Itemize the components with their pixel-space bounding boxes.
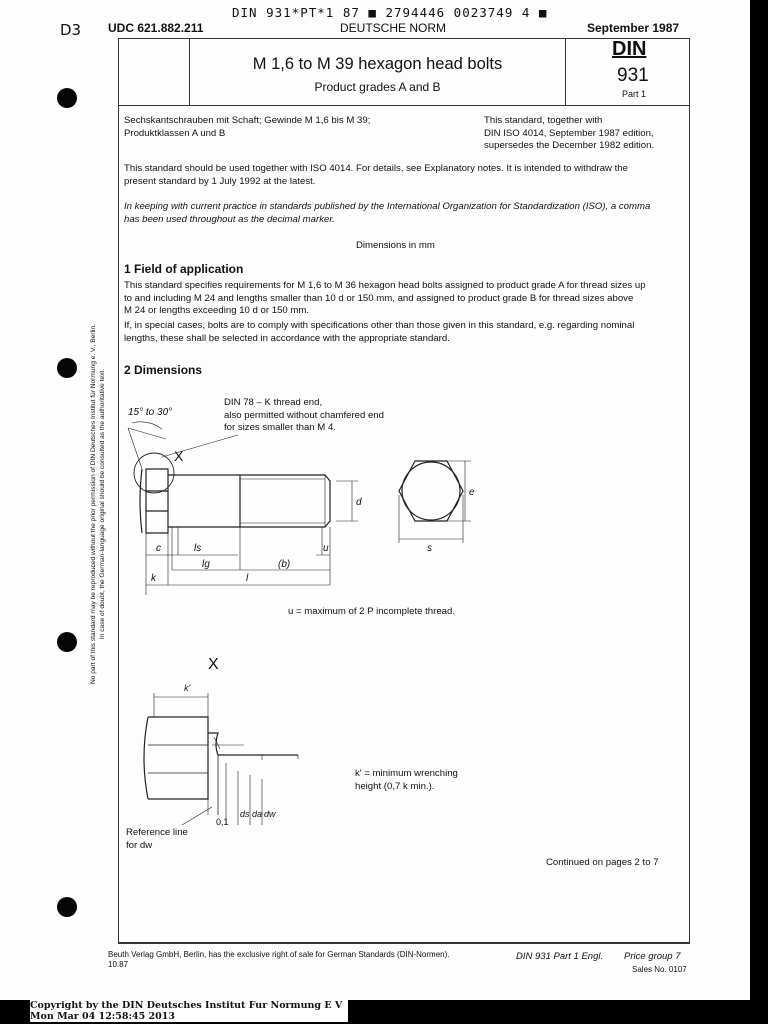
dim-offset-label: 0,1 xyxy=(216,817,229,827)
dim-b-label: (b) xyxy=(278,559,291,570)
detail-x-title: X xyxy=(208,656,219,673)
kprime-note: k' = minimum wrenching height (0,7 k min.). xyxy=(355,768,458,792)
usage-note: This standard should be used together with ISO 4014. For details, see Explanatory notes. It is intended to withdraw the present standard by 1 July 1992 at the latest. xyxy=(124,163,628,187)
bolt-head-top-view-drawing xyxy=(385,455,495,565)
punch-hole xyxy=(57,897,77,917)
dim-ls-label: ls xyxy=(194,543,202,554)
issue-date: September 1987 xyxy=(587,21,680,35)
publisher-note: Beuth Verlag GmbH, Berlin, has the exclusive right of sale for German Standards (DIN-Normen). xyxy=(108,950,450,959)
dim-u-label: u xyxy=(323,543,329,554)
din-label: DIN xyxy=(612,38,647,60)
dim-k-label: k xyxy=(151,573,156,584)
punch-hole xyxy=(57,632,77,652)
thread-note: DIN 78 – K thread end, also permitted without chamfered end for sizes smaller than M 4. xyxy=(224,397,384,433)
section-1-heading: 1 Field of application xyxy=(124,262,244,276)
copyright-stamp: Copyright by the DIN Deutsches Institut Fur Normung E V Mon Mar 04 12:58:45 2013 xyxy=(30,1000,348,1022)
page-title: M 1,6 to M 39 hexagon head bolts xyxy=(252,55,503,73)
publication-code: 10.87 xyxy=(108,960,129,969)
din-number: 931 xyxy=(617,65,649,86)
section-2-heading: 2 Dimensions xyxy=(124,363,203,377)
frame-divider xyxy=(118,105,689,106)
detail-x-drawing xyxy=(122,675,362,835)
copyright-side-note: No part of this standard may be reproduced without the prior permission of DIN Deutsches Institut für Normung e. V., Berlin. In case of doubt, the German-language original should be consulted as the authoritative text. xyxy=(90,323,106,685)
part-number: Part 1 xyxy=(622,89,647,99)
angle-label: 15° to 30° xyxy=(128,407,173,418)
reference-line-note: Reference line for dw xyxy=(126,827,188,851)
dim-l-label: l xyxy=(246,573,249,584)
handwritten-mark: D3 xyxy=(60,21,82,39)
section-1-paragraph: This standard specifies requirements for M 1,6 to M 36 hexagon head bolts assigned to product grade A for thread sizes up to and including M 24 and lengths smaller than 10 d or 150 mm, and assigned to product grade B for thread sizes above M 24 or lengths exceeding 10 d or 150 mm. xyxy=(124,280,646,316)
dim-lg-label: lg xyxy=(202,559,210,570)
dim-d-label: d xyxy=(356,497,362,508)
dim-kprime-label: k' xyxy=(184,683,191,693)
barcode-line: DIN 931*PT*1 87 ■ 2794446 0023749 4 ■ xyxy=(232,5,548,20)
frame-divider xyxy=(118,942,689,943)
dim-da-label: da xyxy=(252,809,263,819)
supersedes-note: This standard, together with DIN ISO 4014, September 1987 edition, supersedes the December 1982 edition. xyxy=(484,115,655,151)
punch-hole xyxy=(57,88,77,108)
dim-ds-label: ds xyxy=(240,809,250,819)
price-group: Price group 7 xyxy=(624,951,681,962)
detail-marker: X xyxy=(174,448,184,464)
dim-c-label: c xyxy=(156,543,161,554)
german-title: Sechskantschrauben mit Schaft; Gewinde M 1,6 bis M 39; Produktklassen A und B xyxy=(124,115,371,139)
continued-note: Continued on pages 2 to 7 xyxy=(546,857,659,868)
norm-label: DEUTSCHE NORM xyxy=(340,21,447,35)
udc-code: UDC 621.882.211 xyxy=(108,21,204,35)
dim-e-label: e xyxy=(469,487,475,498)
dim-s-label: s xyxy=(427,543,432,554)
frame-divider xyxy=(565,38,566,105)
punch-hole xyxy=(57,358,77,378)
iso-note: In keeping with current practice in standards published by the International Organization for Standardization (ISO), a comma has been used throughout as the decimal marker. xyxy=(124,201,651,225)
document-reference: DIN 931 Part 1 Engl. xyxy=(516,951,604,962)
page-subtitle: Product grades A and B xyxy=(314,80,441,94)
dimensions-unit: Dimensions in mm xyxy=(356,240,435,251)
dim-dw-label: dw xyxy=(264,809,276,819)
sales-number: Sales No. 0107 xyxy=(632,965,687,974)
u-note: u = maximum of 2 P incomplete thread. xyxy=(288,606,455,617)
section-1-paragraph: If, in special cases, bolts are to comply with specifications other than those given in this standard, e.g. regarding nominal lengths, these shall be selected in accordance with the appropriate standard. xyxy=(124,320,635,344)
